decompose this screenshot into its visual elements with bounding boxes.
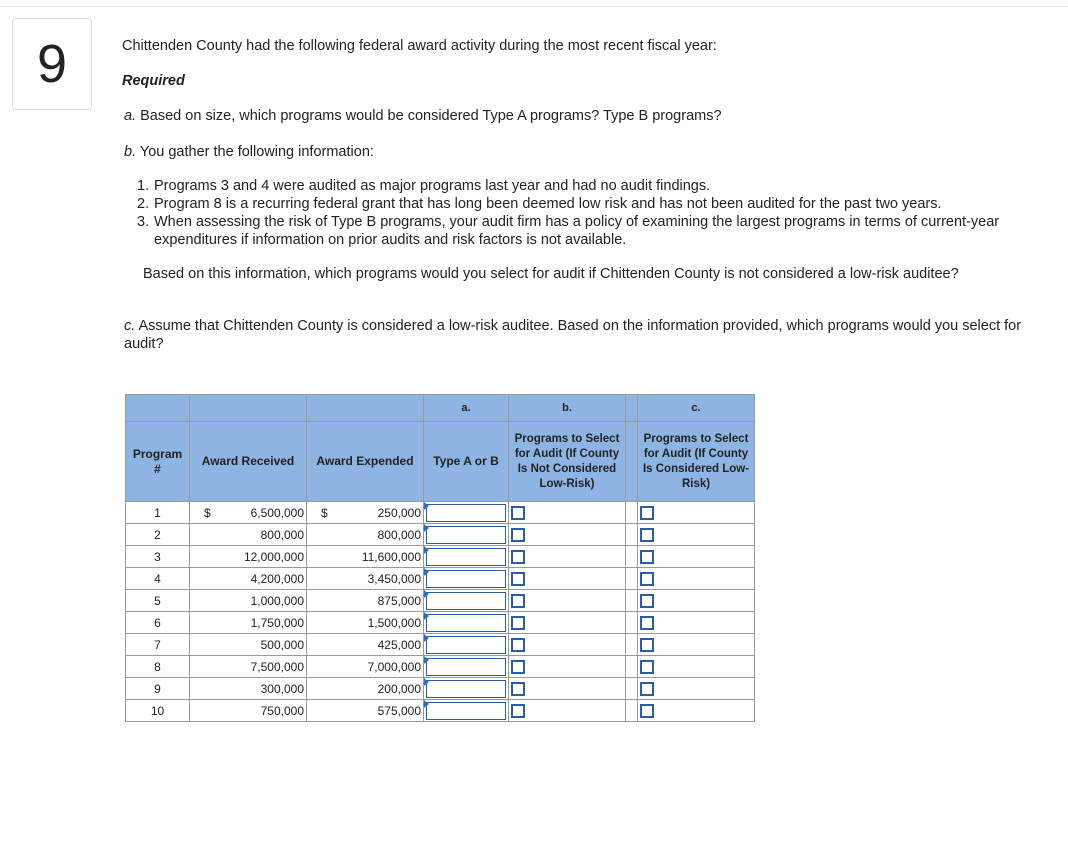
question-number: 9 [12, 18, 92, 110]
spacer-cell [626, 634, 638, 656]
type-cell [424, 656, 509, 678]
received-cell [190, 502, 307, 524]
program-number-cell: 5 [126, 590, 190, 612]
spacer-cell [626, 656, 638, 678]
select-c-checkbox[interactable] [640, 506, 654, 520]
list-item-number: 3. [137, 214, 150, 230]
col-header-type: Type A or B [424, 422, 509, 502]
select-c-cell [638, 612, 755, 634]
received-cell: 1,750,000 [190, 612, 307, 634]
col-header-program: Program # [126, 422, 190, 502]
expended-cell: 11,600,000 [307, 546, 424, 568]
expended-cell: 7,000,000 [307, 656, 424, 678]
dropdown-indicator-icon [424, 590, 429, 598]
dropdown-indicator-icon [424, 656, 429, 664]
select-c-cell [638, 502, 755, 524]
expended-value: 250,000 [377, 505, 421, 520]
select-b-cell [509, 568, 626, 590]
program-number-cell: 8 [126, 656, 190, 678]
header-blank [626, 422, 638, 502]
table-row [126, 524, 755, 546]
select-c-cell [638, 678, 755, 700]
type-cell [424, 700, 509, 722]
expended-cell: 200,000 [307, 678, 424, 700]
received-cell: 1,000,000 [190, 590, 307, 612]
program-number-cell: 1 [126, 502, 190, 524]
table-body [126, 502, 755, 722]
select-b-checkbox[interactable] [511, 594, 525, 608]
select-b-cell [509, 656, 626, 678]
select-c-checkbox[interactable] [640, 660, 654, 674]
type-cell [424, 546, 509, 568]
table-row [126, 590, 755, 612]
required-label: Required [122, 73, 185, 89]
list-item [137, 177, 1057, 195]
select-c-cell [638, 524, 755, 546]
select-c-cell [638, 546, 755, 568]
part-c-text: Assume that Chittenden County is considered a low-risk auditee. Based on the information provided, which programs would you select for audit? [124, 318, 1022, 352]
currency-sign: $ [204, 506, 211, 520]
table-row [126, 568, 755, 590]
program-number-cell: 4 [126, 568, 190, 590]
received-cell: 12,000,000 [190, 546, 307, 568]
col-header-expended: Award Expended [307, 422, 424, 502]
intro-text: Chittenden County had the following federal award activity during the most recent fiscal year: [122, 38, 717, 54]
type-input[interactable] [426, 548, 506, 566]
select-b-checkbox[interactable] [511, 506, 525, 520]
select-c-cell [638, 656, 755, 678]
expended-cell: 1,500,000 [307, 612, 424, 634]
program-number-cell: 2 [126, 524, 190, 546]
list-item-text: Programs 3 and 4 were audited as major programs last year and had no audit findings. [154, 178, 711, 194]
type-input[interactable] [426, 592, 506, 610]
select-b-cell [509, 678, 626, 700]
type-cell [424, 502, 509, 524]
list-item-text: Program 8 is a recurring federal grant that has long been deemed low risk and has not been audited for the past two years. [154, 196, 942, 212]
group-header-c: c. [638, 395, 755, 422]
spacer-cell [626, 546, 638, 568]
received-cell: 800,000 [190, 524, 307, 546]
info-list [137, 177, 1057, 249]
program-number-cell: 10 [126, 700, 190, 722]
award-table [125, 394, 755, 722]
header-blank [626, 395, 638, 422]
program-number-cell: 3 [126, 546, 190, 568]
spacer-cell [626, 590, 638, 612]
type-input[interactable] [426, 702, 506, 720]
type-input[interactable] [426, 614, 506, 632]
type-cell [424, 634, 509, 656]
table-row [126, 502, 755, 524]
received-value: 6,500,000 [250, 505, 304, 520]
select-b-cell [509, 546, 626, 568]
select-b-checkbox[interactable] [511, 682, 525, 696]
program-number-cell: 7 [126, 634, 190, 656]
list-item-text: When assessing the risk of Type B programs, your audit firm has a policy of examining the largest programs in terms of current-year expenditures if information on prior audits and risk factors is not available. [154, 214, 1000, 248]
select-b-cell [509, 502, 626, 524]
part-b-text: You gather the following information: [139, 144, 374, 160]
select-c-cell [638, 700, 755, 722]
table-row [126, 678, 755, 700]
dropdown-indicator-icon [424, 700, 429, 708]
select-c-checkbox[interactable] [640, 638, 654, 652]
select-c-cell [638, 634, 755, 656]
select-c-checkbox[interactable] [640, 682, 654, 696]
select-b-cell [509, 524, 626, 546]
spacer-cell [626, 612, 638, 634]
table-row [126, 634, 755, 656]
received-cell: 500,000 [190, 634, 307, 656]
select-b-checkbox[interactable] [511, 572, 525, 586]
group-header-row [126, 395, 755, 422]
header-blank [307, 395, 424, 422]
expended-cell: 425,000 [307, 634, 424, 656]
select-c-checkbox[interactable] [640, 594, 654, 608]
header-blank [190, 395, 307, 422]
part-c [124, 317, 1044, 353]
column-header-row [126, 422, 755, 502]
type-cell [424, 612, 509, 634]
table-row [126, 700, 755, 722]
expended-cell: 575,000 [307, 700, 424, 722]
type-input[interactable] [426, 658, 506, 676]
dropdown-indicator-icon [424, 634, 429, 642]
dropdown-indicator-icon [424, 524, 429, 532]
currency-sign: $ [321, 506, 328, 520]
group-header-a: a. [424, 395, 509, 422]
select-c-cell [638, 568, 755, 590]
part-a-letter: a. [124, 108, 137, 124]
select-b-checkbox[interactable] [511, 704, 525, 718]
dropdown-indicator-icon [424, 612, 429, 620]
part-b [124, 143, 374, 161]
received-cell: 750,000 [190, 700, 307, 722]
type-cell [424, 678, 509, 700]
type-input[interactable] [426, 526, 506, 544]
select-c-checkbox[interactable] [640, 550, 654, 564]
list-item [137, 213, 1057, 249]
spacer-cell [626, 678, 638, 700]
expended-cell: 875,000 [307, 590, 424, 612]
dropdown-indicator-icon [424, 502, 429, 510]
expended-cell: 3,450,000 [307, 568, 424, 590]
select-c-checkbox[interactable] [640, 572, 654, 586]
part-a-text: Based on size, which programs would be considered Type A programs? Type B programs? [140, 108, 722, 124]
list-item [137, 195, 1057, 213]
expended-cell [307, 502, 424, 524]
select-b-checkbox[interactable] [511, 638, 525, 652]
received-cell: 300,000 [190, 678, 307, 700]
select-c-checkbox[interactable] [640, 528, 654, 542]
header-blank [126, 395, 190, 422]
select-b-checkbox[interactable] [511, 660, 525, 674]
select-c-checkbox[interactable] [640, 704, 654, 718]
spacer-cell [626, 502, 638, 524]
col-header-c: Programs to Select for Audit (If County Is Considered Low-Risk) [638, 422, 755, 502]
part-c-letter: c. [124, 318, 136, 334]
spacer-cell [626, 568, 638, 590]
dropdown-indicator-icon [424, 678, 429, 686]
select-b-checkbox[interactable] [511, 528, 525, 542]
table-row [126, 612, 755, 634]
top-divider [0, 6, 1068, 7]
type-input[interactable] [426, 636, 506, 654]
select-b-cell [509, 590, 626, 612]
select-b-cell [509, 700, 626, 722]
group-header-b: b. [509, 395, 626, 422]
part-b-question: Based on this information, which programs would you select for audit if Chittenden County is not considered a low-risk auditee? [143, 266, 959, 282]
table-row [126, 546, 755, 568]
col-header-received: Award Received [190, 422, 307, 502]
program-number-cell: 6 [126, 612, 190, 634]
spacer-cell [626, 524, 638, 546]
list-item-number: 1. [137, 178, 150, 194]
part-a [124, 107, 722, 125]
dropdown-indicator-icon [424, 546, 429, 554]
select-c-cell [638, 590, 755, 612]
type-cell [424, 568, 509, 590]
expended-cell: 800,000 [307, 524, 424, 546]
received-cell: 4,200,000 [190, 568, 307, 590]
list-item-number: 2. [137, 196, 150, 212]
select-b-checkbox[interactable] [511, 550, 525, 564]
type-input[interactable] [426, 504, 506, 522]
col-header-b: Programs to Select for Audit (If County Is Not Considered Low-Risk) [509, 422, 626, 502]
select-b-cell [509, 612, 626, 634]
dropdown-indicator-icon [424, 568, 429, 576]
type-cell [424, 590, 509, 612]
select-c-checkbox[interactable] [640, 616, 654, 630]
question-intro [122, 37, 717, 55]
select-b-cell [509, 634, 626, 656]
type-input[interactable] [426, 570, 506, 588]
spacer-cell [626, 700, 638, 722]
received-cell: 7,500,000 [190, 656, 307, 678]
type-cell [424, 524, 509, 546]
type-input[interactable] [426, 680, 506, 698]
part-b-letter: b. [124, 144, 137, 160]
select-b-checkbox[interactable] [511, 616, 525, 630]
table-row [126, 656, 755, 678]
program-number-cell: 9 [126, 678, 190, 700]
